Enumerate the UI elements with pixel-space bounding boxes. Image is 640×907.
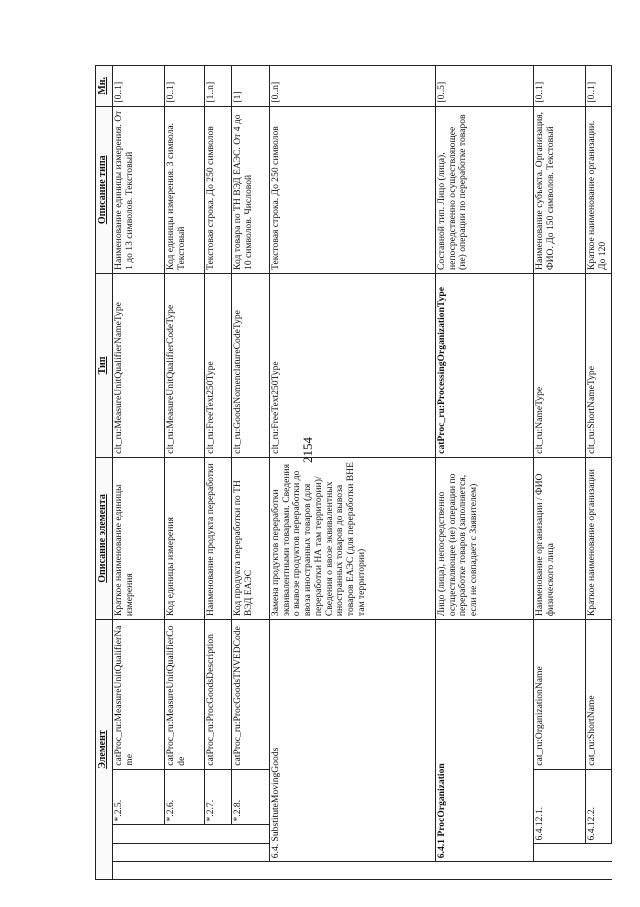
- type-desc: Наименование субъекта. Организация, ФИО. До 150 символов. Текстовый: [534, 106, 586, 273]
- type-desc: Код товара по ТН ВЭД ЕАЭС. От 4 до 10 символов. Числовой: [232, 106, 270, 273]
- type-name: clt_ru:FreeText250Type: [205, 273, 232, 457]
- multiplicity: [1..n]: [205, 66, 232, 107]
- type-name: clt_ru:ShortNameType: [586, 273, 612, 457]
- element-desc: Лицо (лица), непосредственно осуществляющее (ие) операции по переработке товаров (заполняется, если не совпадает с Заявителем): [436, 457, 534, 619]
- multiplicity: [0..n]: [270, 66, 436, 107]
- header-type-desc: Описание типа: [96, 106, 113, 273]
- row-number: 6.4.12.1.: [534, 769, 586, 844]
- type-name: clt_ru:NameType: [534, 273, 586, 457]
- element-desc: Код продукта переработки по ТН ВЭД ЕАЭС: [232, 457, 270, 619]
- type-desc: Текстовая строка. До 250 символов: [270, 106, 436, 273]
- row-number: *.2.7.: [205, 769, 232, 825]
- element-desc: Краткое наименование организации: [586, 457, 612, 619]
- multiplicity: [0..1]: [113, 66, 165, 107]
- element-name: catProc_ru:MeasureUnitQualifierName: [113, 620, 165, 770]
- header-element-desc: Описание элемента: [96, 457, 113, 619]
- element-name: catProc_ru:ProcGoodsTNVEDCode: [232, 620, 270, 770]
- table-row: [436, 66, 534, 880]
- element-name: 6.4.1 ProcOrganization: [436, 620, 534, 862]
- type-desc: Краткое наименование организации. До 120: [586, 106, 612, 273]
- multiplicity: [0..5]: [436, 66, 534, 107]
- element-name: cat_ru:ShortName: [586, 620, 612, 770]
- row-number: 6.4.12.2.: [586, 769, 612, 844]
- type-name: clt_ru:FreeText250Type: [270, 273, 436, 457]
- row-number: *.2.6.: [165, 769, 205, 825]
- multiplicity: [0..1]: [534, 66, 586, 107]
- element-desc: Наименование организации / ФИО физического лица: [534, 457, 586, 619]
- page-number: 2154: [300, 437, 315, 463]
- table-row: [586, 66, 612, 880]
- document-table: [95, 65, 608, 880]
- type-name: clt_ru:MeasureUnitQualifierCodeType: [165, 273, 205, 457]
- element-name: catProc_ru:ProcGoodsDescription: [205, 620, 232, 770]
- table-row: [534, 66, 586, 880]
- type-desc: Наименование единицы измерения. От 1 до 13 символов. Текстовый: [113, 106, 165, 273]
- table-row: [165, 66, 205, 880]
- type-desc: Составной тип. Лицо (лица), непосредственно осуществляющее (ие) операции по переработке товаров: [436, 106, 534, 273]
- table-header-row: [96, 66, 113, 880]
- table-row: [270, 66, 436, 880]
- row-number: *.2.8.: [232, 769, 270, 825]
- element-desc: Наименование продукта переработки: [205, 457, 232, 619]
- multiplicity: [0..1]: [586, 66, 612, 107]
- table-row: [113, 66, 165, 880]
- element-name: 6.4. SubstituteMovingGoods: [270, 620, 436, 862]
- multiplicity: [1]: [232, 66, 270, 107]
- header-type: Тип: [96, 273, 113, 457]
- table-row: [205, 66, 232, 880]
- row-number: *.2.5.: [113, 769, 165, 825]
- type-name: catProc_ru:ProcessingOrganizationType: [436, 273, 534, 457]
- header-element: Элемент: [96, 620, 113, 880]
- element-name: catProc_ru:MeasureUnitQualifierCode: [165, 620, 205, 770]
- type-desc: Текстовая строка. До 250 символов: [205, 106, 232, 273]
- document-table-area: [95, 65, 608, 880]
- element-desc: Замена продуктов переработки эквивалентными товарами. Сведения о вывозе продуктов переработки до ввоза иностранных товаров (для переработки НА там территории)/ Сведения о ввозе эквивалентных иностранных товаров до вывоза товаров ЕАЭС (для переработки ВНЕ там территории): [270, 457, 436, 619]
- type-name: clt_ru:GoodsNomenclatureCodeType: [232, 273, 270, 457]
- header-mult: Мн.: [96, 66, 113, 107]
- type-name: clt_ru:MeasureUnitQualifierNameType: [113, 273, 165, 457]
- element-desc: Код единицы измерения: [165, 457, 205, 619]
- table-row: [232, 66, 270, 880]
- type-desc: Код единицы измерения. 3 символа. Текстовый: [165, 106, 205, 273]
- element-name: cat_ru:OrganizationName: [534, 620, 586, 770]
- element-desc: Краткое наименование единицы измерения: [113, 457, 165, 619]
- multiplicity: [0..1]: [165, 66, 205, 107]
